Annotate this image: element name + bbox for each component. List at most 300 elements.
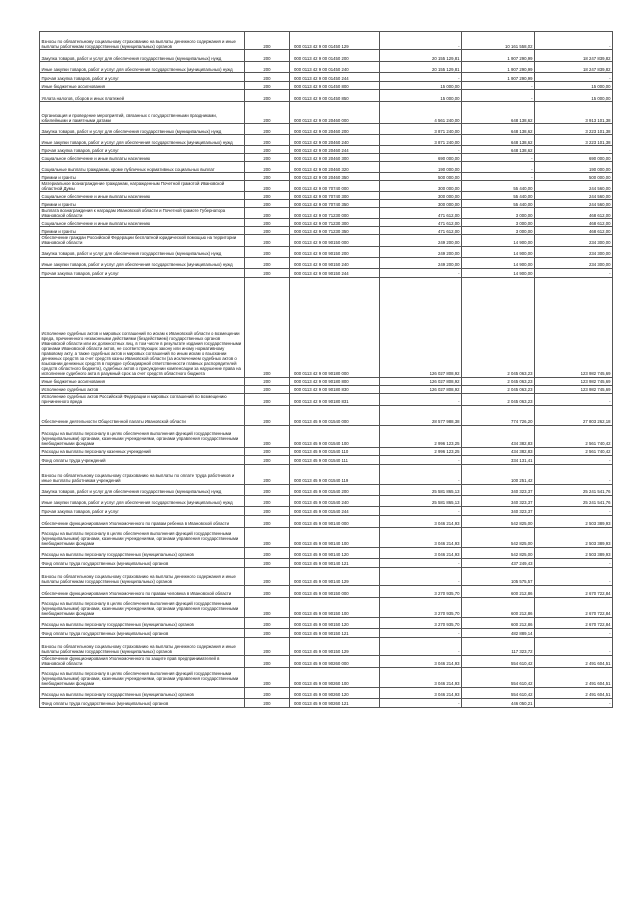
line-code: 200 bbox=[245, 655, 290, 667]
table-row bbox=[40, 628, 613, 637]
budget-class-code: 000 0113 42 9 00 01450 800 bbox=[290, 82, 380, 90]
unexecuted-amount: 468 612,00 bbox=[535, 227, 613, 235]
row-name: Социальные выплаты гражданам, кроме публичных нормативных социальных выплат bbox=[40, 162, 245, 173]
row-name: Расходы на выплаты персоналу государственных (муниципальных) органов bbox=[40, 617, 245, 628]
assigned-amount: 300 000,00 bbox=[380, 200, 462, 208]
line-code: 200 bbox=[245, 377, 290, 385]
budget-class-code: 000 0113 42 9 00 70740 300 bbox=[290, 192, 380, 200]
line-code: 200 bbox=[245, 146, 290, 154]
table-row bbox=[40, 173, 613, 181]
assigned-amount: 471 612,00 bbox=[380, 227, 462, 235]
unexecuted-amount: - bbox=[535, 464, 613, 484]
unexecuted-amount: 18 247 839,82 bbox=[535, 50, 613, 62]
table-row bbox=[40, 268, 613, 277]
row-name: Исполнение судебных актов bbox=[40, 385, 245, 393]
table-row bbox=[40, 515, 613, 527]
assigned-amount: 126 027 808,92 bbox=[380, 385, 462, 393]
unexecuted-amount: 3 913 101,38 bbox=[535, 102, 613, 124]
budget-class-code: 000 0113 42 9 00 90150 244 bbox=[290, 268, 380, 277]
unexecuted-amount: 123 982 745,69 bbox=[535, 385, 613, 393]
row-name: Обеспечение граждан Российской Федерации бесплатной юридической помощью на территории Ивановской области bbox=[40, 235, 245, 246]
executed-amount: 1 907 290,99 bbox=[462, 62, 535, 73]
table-row bbox=[40, 698, 613, 707]
assigned-amount: - bbox=[380, 268, 462, 277]
assigned-amount: 500 000,00 bbox=[380, 173, 462, 181]
table-row bbox=[40, 124, 613, 135]
row-name: Закупка товаров, работ и услуг для обеспечения государственных (муниципальных) нужд bbox=[40, 246, 245, 257]
unexecuted-amount: - bbox=[535, 637, 613, 655]
table-row bbox=[40, 277, 613, 377]
unexecuted-amount: - bbox=[535, 268, 613, 277]
row-name: Прочая закупка товаров, работ и услуг bbox=[40, 268, 245, 277]
unexecuted-amount: 15 000,00 bbox=[535, 82, 613, 90]
assigned-amount: 15 000,00 bbox=[380, 90, 462, 102]
budget-class-code: 000 0113 42 9 00 90150 240 bbox=[290, 257, 380, 268]
unexecuted-amount: 244 560,00 bbox=[535, 192, 613, 200]
assigned-amount: - bbox=[380, 393, 462, 405]
assigned-amount: 25 581 865,13 bbox=[380, 484, 462, 495]
line-code: 200 bbox=[245, 637, 290, 655]
assigned-amount: 3 046 214,93 bbox=[380, 547, 462, 558]
line-code: 200 bbox=[245, 181, 290, 192]
executed-amount: 105 575,57 bbox=[462, 567, 535, 585]
line-code: 200 bbox=[245, 219, 290, 227]
line-code: 200 bbox=[245, 425, 290, 447]
table-row bbox=[40, 495, 613, 506]
assigned-amount: 300 000,00 bbox=[380, 181, 462, 192]
budget-class-code: 000 0113 45 9 00 90150 120 bbox=[290, 617, 380, 628]
row-name: Фонд оплаты труда государственных (муниципальных) органов bbox=[40, 558, 245, 567]
executed-amount: 774 726,20 bbox=[462, 405, 535, 425]
row-name: Расходы на выплаты персоналу государственных (муниципальных) органов bbox=[40, 687, 245, 698]
table-row bbox=[40, 425, 613, 447]
line-code: 200 bbox=[245, 667, 290, 687]
assigned-amount: 3 046 214,93 bbox=[380, 667, 462, 687]
table-row bbox=[40, 655, 613, 667]
unexecuted-amount: 2 503 389,93 bbox=[535, 547, 613, 558]
table-row bbox=[40, 50, 613, 62]
unexecuted-amount: 123 982 745,69 bbox=[535, 277, 613, 377]
budget-class-code: 000 0113 42 9 00 20460 200 bbox=[290, 124, 380, 135]
assigned-amount: - bbox=[380, 558, 462, 567]
table-row bbox=[40, 227, 613, 235]
unexecuted-amount: 3 223 101,38 bbox=[535, 124, 613, 135]
unexecuted-amount: 244 560,00 bbox=[535, 181, 613, 192]
line-code: 200 bbox=[245, 173, 290, 181]
row-name: Расходы на выплаты персоналу в целях обеспечения выполнения функций государственными (муниципальными) органами, казенными учреждениями, органами управления государственными внебюджетными фондами bbox=[40, 597, 245, 617]
unexecuted-amount: 2 670 722,84 bbox=[535, 585, 613, 597]
assigned-amount: 300 000,00 bbox=[380, 192, 462, 200]
table-body bbox=[40, 32, 613, 708]
row-name: Обеспечение функционирования Уполномоченного по правам человека в Ивановской области bbox=[40, 585, 245, 597]
budget-execution-table bbox=[39, 31, 613, 708]
executed-amount: 14 900,00 bbox=[462, 235, 535, 246]
budget-class-code: 000 0113 42 9 00 01450 850 bbox=[290, 90, 380, 102]
line-code: 200 bbox=[245, 235, 290, 246]
executed-amount: 3 000,00 bbox=[462, 227, 535, 235]
row-name: Премии и гранты bbox=[40, 200, 245, 208]
assigned-amount: - bbox=[380, 455, 462, 464]
line-code: 200 bbox=[245, 567, 290, 585]
assigned-amount: - bbox=[380, 146, 462, 154]
table-row bbox=[40, 585, 613, 597]
row-name: Социальное обеспечение и иные выплаты населению bbox=[40, 219, 245, 227]
line-code: 200 bbox=[245, 687, 290, 698]
unexecuted-amount: 2 491 604,51 bbox=[535, 655, 613, 667]
line-code: 200 bbox=[245, 246, 290, 257]
line-code: 200 bbox=[245, 698, 290, 707]
line-code: 200 bbox=[245, 227, 290, 235]
unexecuted-amount: 190 000,00 bbox=[535, 162, 613, 173]
budget-class-code: 000 0113 42 9 00 20460 300 bbox=[290, 154, 380, 162]
budget-class-code: 000 0113 42 9 00 90180 830 bbox=[290, 385, 380, 393]
assigned-amount: 249 200,00 bbox=[380, 257, 462, 268]
row-name: Расходы на выплаты персоналу в целях обеспечения выполнения функций государственными (муниципальными) органами, казенными учреждениями, органами управления государственными внебюджетными фондами bbox=[40, 527, 245, 547]
row-name: Закупка товаров, работ и услуг для обеспечения государственных (муниципальных) нужд bbox=[40, 50, 245, 62]
line-code: 200 bbox=[245, 200, 290, 208]
assigned-amount: 471 612,00 bbox=[380, 208, 462, 219]
assigned-amount: - bbox=[380, 698, 462, 707]
executed-amount: 434 382,83 bbox=[462, 447, 535, 455]
row-name: Иные бюджетные ассигнования bbox=[40, 82, 245, 90]
row-name: Расходы на выплаты персоналу казенных учреждений bbox=[40, 447, 245, 455]
executed-amount: 14 900,00 bbox=[462, 246, 535, 257]
assigned-amount: 249 200,00 bbox=[380, 246, 462, 257]
unexecuted-amount: - bbox=[535, 73, 613, 82]
line-code: 200 bbox=[245, 455, 290, 464]
unexecuted-amount: 234 300,00 bbox=[535, 235, 613, 246]
budget-class-code: 000 0113 45 9 00 01540 119 bbox=[290, 464, 380, 484]
assigned-amount: - bbox=[380, 464, 462, 484]
assigned-amount: 471 612,00 bbox=[380, 219, 462, 227]
budget-class-code: 000 0113 42 9 00 90180 800 bbox=[290, 377, 380, 385]
table-row bbox=[40, 146, 613, 154]
line-code: 200 bbox=[245, 268, 290, 277]
table-row bbox=[40, 192, 613, 200]
row-name: Взносы по обязательному социальному страхованию на выплаты по оплате труда работников и иные выплаты работникам учреждений bbox=[40, 464, 245, 484]
unexecuted-amount: 15 000,00 bbox=[535, 90, 613, 102]
assigned-amount: 3 270 935,70 bbox=[380, 585, 462, 597]
row-name: Расходы на выплаты персоналу в целях обеспечения выполнения функций государственными (муниципальными) органами, казенными учреждениями, органами управления государственными внебюджетными фондами bbox=[40, 667, 245, 687]
line-code: 200 bbox=[245, 208, 290, 219]
table-row bbox=[40, 32, 613, 50]
executed-amount: 542 825,00 bbox=[462, 515, 535, 527]
line-code: 200 bbox=[245, 162, 290, 173]
line-code: 200 bbox=[245, 73, 290, 82]
budget-class-code: 000 0113 42 9 00 01450 200 bbox=[290, 50, 380, 62]
unexecuted-amount: 2 491 604,51 bbox=[535, 687, 613, 698]
assigned-amount: 25 581 865,13 bbox=[380, 495, 462, 506]
executed-amount: 446 050,21 bbox=[462, 698, 535, 707]
unexecuted-amount: 244 560,00 bbox=[535, 200, 613, 208]
row-name: Иные закупки товаров, работ и услуг для обеспечения государственных (муниципальных) нужд bbox=[40, 495, 245, 506]
budget-class-code: 000 0113 45 9 00 90140 100 bbox=[290, 527, 380, 547]
line-code: 200 bbox=[245, 506, 290, 515]
line-code: 200 bbox=[245, 515, 290, 527]
row-name: Прочая закупка товаров, работ и услуг bbox=[40, 506, 245, 515]
line-code: 200 bbox=[245, 50, 290, 62]
unexecuted-amount: - bbox=[535, 698, 613, 707]
executed-amount: - bbox=[462, 154, 535, 162]
assigned-amount: 20 155 129,81 bbox=[380, 50, 462, 62]
budget-class-code: 000 0113 45 9 00 90140 129 bbox=[290, 567, 380, 585]
executed-amount: 55 440,00 bbox=[462, 192, 535, 200]
table-row bbox=[40, 102, 613, 124]
table-row bbox=[40, 135, 613, 146]
executed-amount: - bbox=[462, 162, 535, 173]
executed-amount: 340 323,37 bbox=[462, 506, 535, 515]
row-name: Фонд оплаты труда государственных (муниципальных) органов bbox=[40, 698, 245, 707]
budget-class-code: 000 0113 45 9 00 01540 200 bbox=[290, 484, 380, 495]
executed-amount: 2 045 063,23 bbox=[462, 393, 535, 405]
row-name: Премии и гранты bbox=[40, 173, 245, 181]
line-code: 200 bbox=[245, 154, 290, 162]
budget-class-code: 000 0113 45 9 00 90140 000 bbox=[290, 515, 380, 527]
budget-class-code: 000 0113 45 9 00 01540 110 bbox=[290, 447, 380, 455]
budget-class-code: 000 0113 42 9 00 90150 200 bbox=[290, 246, 380, 257]
assigned-amount: 690 000,00 bbox=[380, 154, 462, 162]
line-code: 200 bbox=[245, 32, 290, 50]
table-row bbox=[40, 73, 613, 82]
executed-amount: 1 907 290,99 bbox=[462, 50, 535, 62]
assigned-amount: 3 046 214,93 bbox=[380, 687, 462, 698]
assigned-amount: - bbox=[380, 506, 462, 515]
table-row bbox=[40, 246, 613, 257]
table-row bbox=[40, 385, 613, 393]
table-row bbox=[40, 558, 613, 567]
executed-amount: - bbox=[462, 173, 535, 181]
table-row bbox=[40, 637, 613, 655]
executed-amount: 100 251,42 bbox=[462, 464, 535, 484]
line-code: 200 bbox=[245, 62, 290, 73]
row-name: Прочая закупка товаров, работ и услуг bbox=[40, 73, 245, 82]
line-code: 200 bbox=[245, 393, 290, 405]
assigned-amount: 3 270 935,70 bbox=[380, 597, 462, 617]
executed-amount: 437 249,43 bbox=[462, 558, 535, 567]
unexecuted-amount: 234 300,00 bbox=[535, 246, 613, 257]
row-name: Обеспечение функционирования Уполномоченного по защите прав предпринимателей в Ивановской области bbox=[40, 655, 245, 667]
line-code: 200 bbox=[245, 82, 290, 90]
budget-class-code: 000 0113 42 9 00 01450 244 bbox=[290, 73, 380, 82]
assigned-amount: 3 046 214,93 bbox=[380, 527, 462, 547]
assigned-amount: 20 155 129,81 bbox=[380, 62, 462, 73]
executed-amount: 554 610,42 bbox=[462, 667, 535, 687]
table-row bbox=[40, 208, 613, 219]
line-code: 200 bbox=[245, 102, 290, 124]
executed-amount: 14 900,00 bbox=[462, 257, 535, 268]
unexecuted-amount: 2 503 389,93 bbox=[535, 515, 613, 527]
unexecuted-amount: 468 612,00 bbox=[535, 208, 613, 219]
budget-class-code: 000 0113 45 9 00 90260 100 bbox=[290, 667, 380, 687]
line-code: 200 bbox=[245, 277, 290, 377]
assigned-amount: - bbox=[380, 628, 462, 637]
budget-class-code: 000 0113 42 9 00 90150 000 bbox=[290, 235, 380, 246]
table-row bbox=[40, 687, 613, 698]
table-row bbox=[40, 547, 613, 558]
budget-class-code: 000 0113 42 9 00 20460 240 bbox=[290, 135, 380, 146]
table-row bbox=[40, 527, 613, 547]
row-name: Взносы по обязательному социальному страхованию на выплаты денежного содержания и иные выплаты работникам государственных (муниципальных) органов bbox=[40, 567, 245, 585]
assigned-amount: 4 561 240,00 bbox=[380, 102, 462, 124]
budget-class-code: 000 0113 42 9 00 20460 320 bbox=[290, 162, 380, 173]
row-name: Расходы на выплаты персоналу в целях обеспечения выполнения функций государственными (муниципальными) органами, казенными учреждениями, органами управления государственными внебюджетными фондами bbox=[40, 425, 245, 447]
budget-class-code: 000 0113 42 9 00 71230 350 bbox=[290, 227, 380, 235]
unexecuted-amount: 2 561 740,42 bbox=[535, 425, 613, 447]
unexecuted-amount: - bbox=[535, 455, 613, 464]
line-code: 200 bbox=[245, 484, 290, 495]
executed-amount: 600 212,86 bbox=[462, 585, 535, 597]
budget-class-code: 000 0113 45 9 00 01540 244 bbox=[290, 506, 380, 515]
assigned-amount: - bbox=[380, 32, 462, 50]
row-name: Расходы на выплаты персоналу государственных (муниципальных) органов bbox=[40, 547, 245, 558]
row-name: Взносы по обязательному социальному страхованию на выплаты денежного содержания и иные выплаты работникам государственных (муниципальных) органов bbox=[40, 32, 245, 50]
budget-class-code: 000 0113 42 9 00 20460 244 bbox=[290, 146, 380, 154]
executed-amount: 648 138,62 bbox=[462, 146, 535, 154]
line-code: 200 bbox=[245, 405, 290, 425]
table-row bbox=[40, 82, 613, 90]
executed-amount: 542 825,00 bbox=[462, 547, 535, 558]
budget-class-code: 000 0113 42 9 00 71230 300 bbox=[290, 219, 380, 227]
executed-amount: - bbox=[462, 90, 535, 102]
line-code: 200 bbox=[245, 464, 290, 484]
executed-amount: 554 610,42 bbox=[462, 655, 535, 667]
assigned-amount: 190 000,00 bbox=[380, 162, 462, 173]
executed-amount: 648 138,62 bbox=[462, 102, 535, 124]
unexecuted-amount: 2 670 722,84 bbox=[535, 597, 613, 617]
budget-class-code: 000 0113 45 9 00 01540 240 bbox=[290, 495, 380, 506]
table-row bbox=[40, 257, 613, 268]
assigned-amount: - bbox=[380, 567, 462, 585]
executed-amount: 334 131,41 bbox=[462, 455, 535, 464]
table-row bbox=[40, 455, 613, 464]
table-row bbox=[40, 154, 613, 162]
budget-class-code: 000 0113 45 9 00 90140 120 bbox=[290, 547, 380, 558]
row-name: Фонд оплаты труда государственных (муниципальных) органов bbox=[40, 628, 245, 637]
executed-amount: 2 045 063,23 bbox=[462, 377, 535, 385]
budget-class-code: 000 0113 42 9 00 20460 350 bbox=[290, 173, 380, 181]
unexecuted-amount: - bbox=[535, 628, 613, 637]
assigned-amount: 3 046 214,93 bbox=[380, 655, 462, 667]
table-row bbox=[40, 567, 613, 585]
line-code: 200 bbox=[245, 547, 290, 558]
budget-class-code: 000 0113 45 9 00 01540 000 bbox=[290, 405, 380, 425]
budget-class-code: 000 0113 42 9 00 70740 350 bbox=[290, 200, 380, 208]
row-name: Иные закупки товаров, работ и услуг для обеспечения государственных (муниципальных) нужд bbox=[40, 135, 245, 146]
executed-amount: 3 000,00 bbox=[462, 208, 535, 219]
table-row bbox=[40, 464, 613, 484]
unexecuted-amount: 18 247 839,82 bbox=[535, 62, 613, 73]
table-row bbox=[40, 506, 613, 515]
assigned-amount: 3 270 935,70 bbox=[380, 617, 462, 628]
line-code: 200 bbox=[245, 527, 290, 547]
row-name: Иные закупки товаров, работ и услуг для обеспечения государственных (муниципальных) нужд bbox=[40, 62, 245, 73]
unexecuted-amount: 2 503 389,93 bbox=[535, 527, 613, 547]
executed-amount: 10 161 558,02 bbox=[462, 32, 535, 50]
line-code: 200 bbox=[245, 585, 290, 597]
assigned-amount: 28 577 988,38 bbox=[380, 405, 462, 425]
table-row bbox=[40, 667, 613, 687]
assigned-amount: 2 996 123,25 bbox=[380, 425, 462, 447]
unexecuted-amount: - bbox=[535, 506, 613, 515]
table-row bbox=[40, 62, 613, 73]
row-name: Социальное обеспечение и иные выплаты населению bbox=[40, 154, 245, 162]
row-name: Прочая закупка товаров, работ и услуг bbox=[40, 146, 245, 154]
row-name: Фонд оплаты труда учреждений bbox=[40, 455, 245, 464]
unexecuted-amount: - bbox=[535, 393, 613, 405]
row-name: Закупка товаров, работ и услуг для обеспечения государственных (муниципальных) нужд bbox=[40, 124, 245, 135]
budget-class-code: 000 0113 42 9 00 01450 240 bbox=[290, 62, 380, 73]
table-row bbox=[40, 219, 613, 227]
executed-amount: 14 900,00 bbox=[462, 268, 535, 277]
executed-amount: 2 045 063,23 bbox=[462, 277, 535, 377]
table-row bbox=[40, 597, 613, 617]
table-row bbox=[40, 90, 613, 102]
row-name: Закупка товаров, работ и услуг для обеспечения государственных (муниципальных) нужд bbox=[40, 484, 245, 495]
table-row bbox=[40, 484, 613, 495]
budget-class-code: 000 0113 45 9 00 90150 129 bbox=[290, 637, 380, 655]
budget-class-code: 000 0113 45 9 00 90140 121 bbox=[290, 558, 380, 567]
line-code: 200 bbox=[245, 617, 290, 628]
unexecuted-amount: 3 223 101,38 bbox=[535, 135, 613, 146]
budget-class-code: 000 0113 45 9 00 90150 121 bbox=[290, 628, 380, 637]
executed-amount: 554 610,42 bbox=[462, 687, 535, 698]
assigned-amount: 15 000,00 bbox=[380, 82, 462, 90]
budget-class-code: 000 0113 45 9 00 90150 000 bbox=[290, 585, 380, 597]
budget-class-code: 000 0113 45 9 00 90260 120 bbox=[290, 687, 380, 698]
assigned-amount: 126 027 808,92 bbox=[380, 277, 462, 377]
unexecuted-amount: 25 241 541,76 bbox=[535, 484, 613, 495]
line-code: 200 bbox=[245, 385, 290, 393]
row-name: Взносы по обязательному социальному страхованию на выплаты денежного содержания и иные выплаты работникам государственных (муниципальных) органов bbox=[40, 637, 245, 655]
budget-class-code: 000 0113 45 9 00 90260 121 bbox=[290, 698, 380, 707]
budget-class-code: 000 0113 42 9 00 70740 000 bbox=[290, 181, 380, 192]
unexecuted-amount: - bbox=[535, 558, 613, 567]
row-name: Материальное вознаграждение гражданам, награжденным Почетной грамотой Ивановской областной Думы bbox=[40, 181, 245, 192]
budget-class-code: 000 0113 45 9 00 01540 100 bbox=[290, 425, 380, 447]
line-code: 200 bbox=[245, 447, 290, 455]
row-name: Организация и проведение мероприятий, связанных с государственными праздниками, юбилейными и памятными датами bbox=[40, 102, 245, 124]
budget-class-code: 000 0113 45 9 00 01540 111 bbox=[290, 455, 380, 464]
unexecuted-amount: 27 803 262,18 bbox=[535, 405, 613, 425]
table-row bbox=[40, 377, 613, 385]
unexecuted-amount: 2 491 604,51 bbox=[535, 667, 613, 687]
unexecuted-amount: 2 670 722,84 bbox=[535, 617, 613, 628]
row-name: Уплата налогов, сборов и иных платежей bbox=[40, 90, 245, 102]
line-code: 200 bbox=[245, 597, 290, 617]
table-row bbox=[40, 405, 613, 425]
table-row bbox=[40, 617, 613, 628]
row-name: Иные бюджетные ассигнования bbox=[40, 377, 245, 385]
table-row bbox=[40, 393, 613, 405]
executed-amount: 117 323,72 bbox=[462, 637, 535, 655]
unexecuted-amount: 2 561 740,42 bbox=[535, 447, 613, 455]
assigned-amount: 249 200,00 bbox=[380, 235, 462, 246]
unexecuted-amount: 500 000,00 bbox=[535, 173, 613, 181]
unexecuted-amount: 690 000,00 bbox=[535, 154, 613, 162]
row-name: Выплата вознаграждения к наградам Ивановской области и Почетной грамоте Губернатора Ивановской области bbox=[40, 208, 245, 219]
line-code: 200 bbox=[245, 257, 290, 268]
assigned-amount: - bbox=[380, 73, 462, 82]
line-code: 200 bbox=[245, 495, 290, 506]
budget-class-code: 000 0113 45 9 00 90150 100 bbox=[290, 597, 380, 617]
executed-amount: 2 045 063,23 bbox=[462, 385, 535, 393]
executed-amount: 340 323,37 bbox=[462, 484, 535, 495]
executed-amount: 600 212,86 bbox=[462, 617, 535, 628]
executed-amount: 1 907 290,99 bbox=[462, 73, 535, 82]
budget-class-code: 000 0113 42 9 00 71230 000 bbox=[290, 208, 380, 219]
table-row bbox=[40, 447, 613, 455]
row-name: Исполнение судебных актов Российской Федерации и мировых соглашений по возмещению причиненного вреда bbox=[40, 393, 245, 405]
